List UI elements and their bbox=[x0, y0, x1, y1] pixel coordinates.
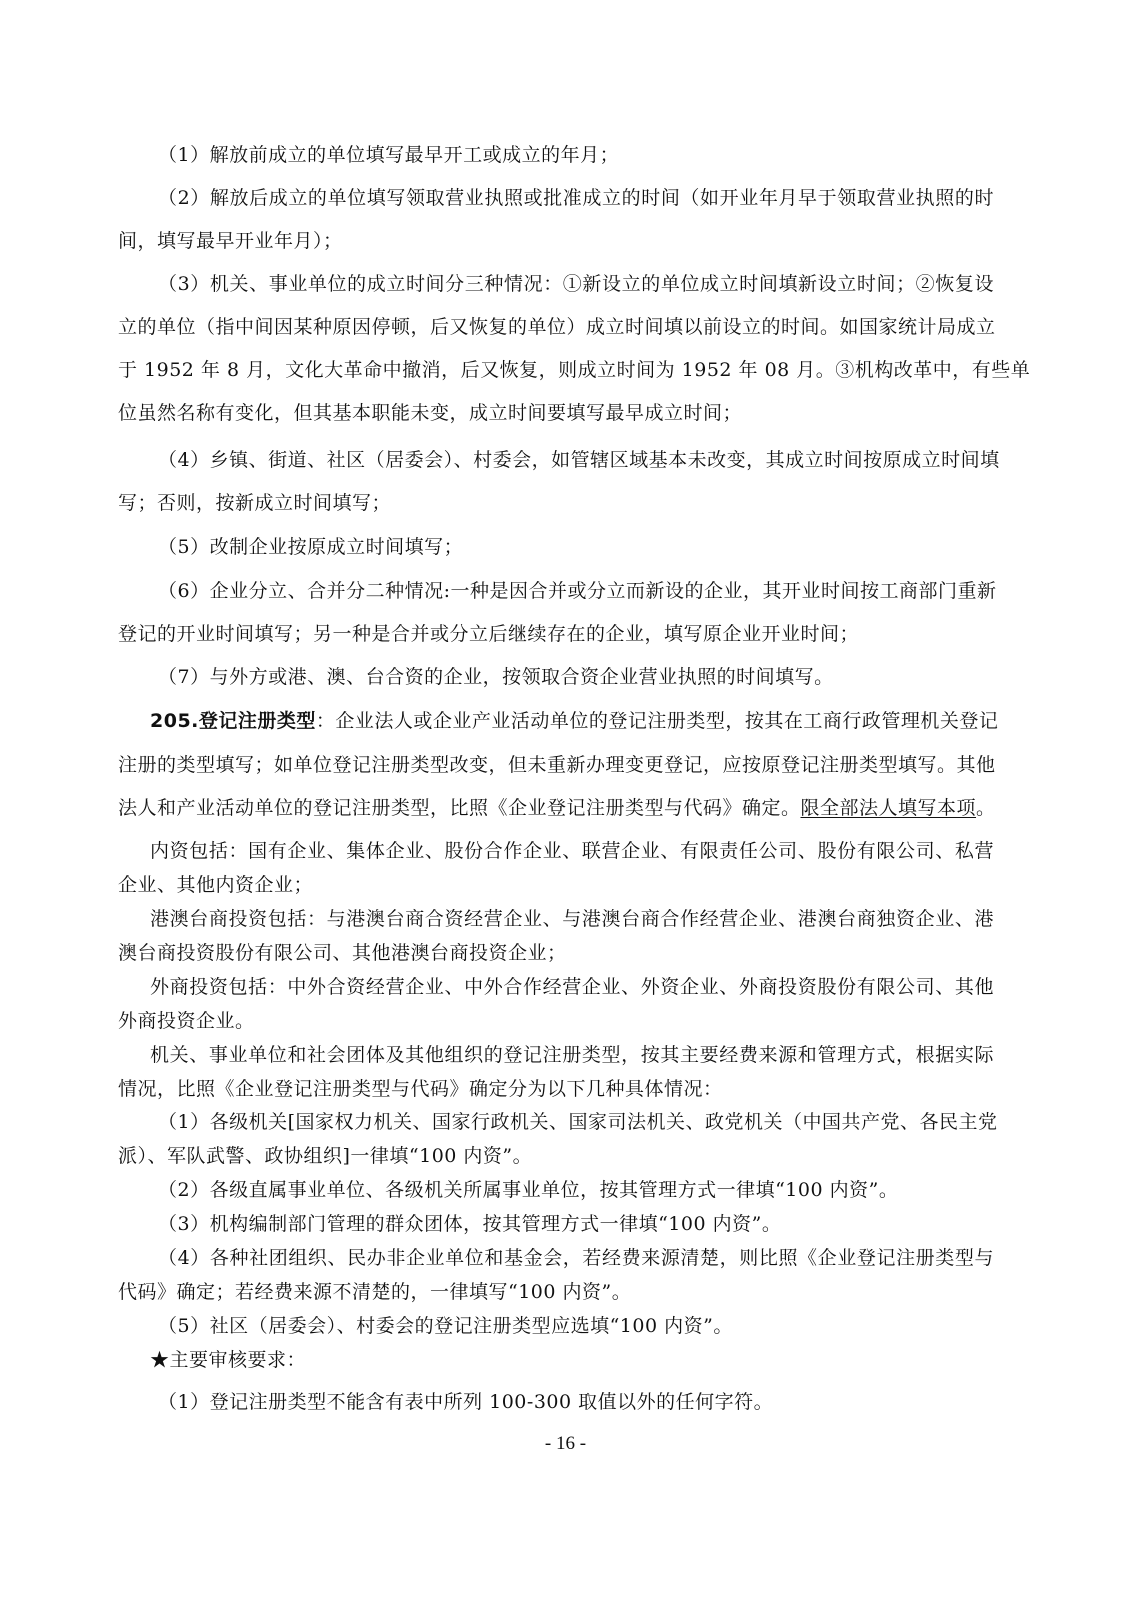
text-line: 登记的开业时间填写；另一种是合并或分立后继续存在的企业，填写原企业开业时间； bbox=[118, 623, 860, 645]
section-intro: 企业法人或企业产业活动单位的登记注册类型，按其在工商行政管理机关登记 bbox=[335, 710, 999, 732]
text-line: 外商投资包括：中外合资经营企业、中外合作经营企业、外资企业、外商投资股份有限公司、其他 bbox=[150, 976, 994, 998]
text-line: （4）各种社团组织、民办非企业单位和基金会，若经费来源清楚，则比照《企业登记注册类型与 bbox=[158, 1247, 994, 1269]
text-line: （5）社区（居委会）、村委会的登记注册类型应选填“100 内资”。 bbox=[158, 1315, 733, 1337]
text-line: 外商投资企业。 bbox=[118, 1010, 255, 1032]
text-line: （1）各级机关[国家权力机关、国家行政机关、国家司法机关、政党机关（中国共产党、各民主党 bbox=[158, 1111, 998, 1133]
text-line: 内资包括：国有企业、集体企业、股份合作企业、联营企业、有限责任公司、股份有限公司、私营 bbox=[150, 840, 994, 862]
text-line: 企业、其他内资企业； bbox=[118, 874, 314, 896]
text-line: 写；否则，按新成立时间填写； bbox=[118, 492, 392, 514]
underlined-note: 限全部法人填写本项 bbox=[800, 797, 977, 819]
text-line: 于 1952 年 8 月，文化大革命中撤消，后又恢复，则成立时间为 1952 年 08 月。③机构改革中，有些单 bbox=[118, 359, 1031, 381]
text-line bbox=[118, 796, 996, 820]
text-line: （2）各级直属事业单位、各级机关所属事业单位，按其管理方式一律填“100 内资”。 bbox=[158, 1179, 899, 1201]
text-line: （7）与外方或港、澳、台合资的企业，按领取合资企业营业执照的时间填写。 bbox=[158, 666, 834, 688]
text-line: （6）企业分立、合并分二种情况:一种是因合并或分立而新设的企业，其开业时间按工商部门重新 bbox=[158, 580, 997, 602]
text-line: （1）登记注册类型不能含有表中所列 100-300 取值以外的任何字符。 bbox=[158, 1391, 774, 1413]
text-line: 机关、事业单位和社会团体及其他组织的登记注册类型，按其主要经费来源和管理方式，根据实际 bbox=[150, 1044, 994, 1066]
section-number: 205. bbox=[150, 710, 199, 732]
text-span: 。 bbox=[976, 797, 996, 819]
text-line: （3）机关、事业单位的成立时间分三种情况：①新设立的单位成立时间填新设立时间；②恢复设 bbox=[158, 273, 994, 295]
section-205-heading-line bbox=[150, 709, 999, 733]
audit-requirements-heading: ★主要审核要求： bbox=[150, 1349, 307, 1371]
section-colon: ： bbox=[315, 710, 336, 732]
text-line: 立的单位（指中间因某种原因停顿，后又恢复的单位）成立时间填以前设立的时间。如国家统计局成立 bbox=[118, 316, 996, 338]
text-line: （4）乡镇、街道、社区（居委会）、村委会，如管辖区域基本未改变，其成立时间按原成立时间填 bbox=[158, 449, 1000, 471]
text-line: 情况，比照《企业登记注册类型与代码》确定分为以下几种具体情况： bbox=[118, 1078, 723, 1100]
text-line: 代码》确定；若经费来源不清楚的，一律填写“100 内资”。 bbox=[118, 1281, 632, 1303]
page-number: - 16 - bbox=[544, 1433, 587, 1454]
text-line: （5）改制企业按原成立时间填写； bbox=[158, 536, 464, 558]
text-line: 间，填写最早开业年月）； bbox=[118, 230, 343, 252]
text-line: 派）、军队武警、政协组织]一律填“100 内资”。 bbox=[118, 1145, 533, 1167]
text-line: 澳台商投资股份有限公司、其他港澳台商投资企业； bbox=[118, 942, 567, 964]
text-line: 港澳台商投资包括：与港澳台商合资经营企业、与港澳台商合作经营企业、港澳台商独资企业、港 bbox=[150, 908, 994, 930]
text-line: 注册的类型填写；如单位登记注册类型改变，但未重新办理变更登记，应按原登记注册类型填写。其他 bbox=[118, 754, 996, 776]
text-span: 法人和产业活动单位的登记注册类型，比照《企业登记注册类型与代码》确定。 bbox=[118, 797, 801, 819]
text-line: （2）解放后成立的单位填写领取营业执照或批准成立的时间（如开业年月早于领取营业执照的时 bbox=[158, 187, 994, 209]
section-title: 登记注册类型 bbox=[198, 710, 316, 732]
text-line: 位虽然名称有变化，但其基本职能未变，成立时间要填写最早成立时间； bbox=[118, 402, 743, 424]
text-line: （1）解放前成立的单位填写最早开工或成立的年月； bbox=[158, 144, 620, 166]
text-line: （3）机构编制部门管理的群众团体，按其管理方式一律填“100 内资”。 bbox=[158, 1213, 782, 1235]
